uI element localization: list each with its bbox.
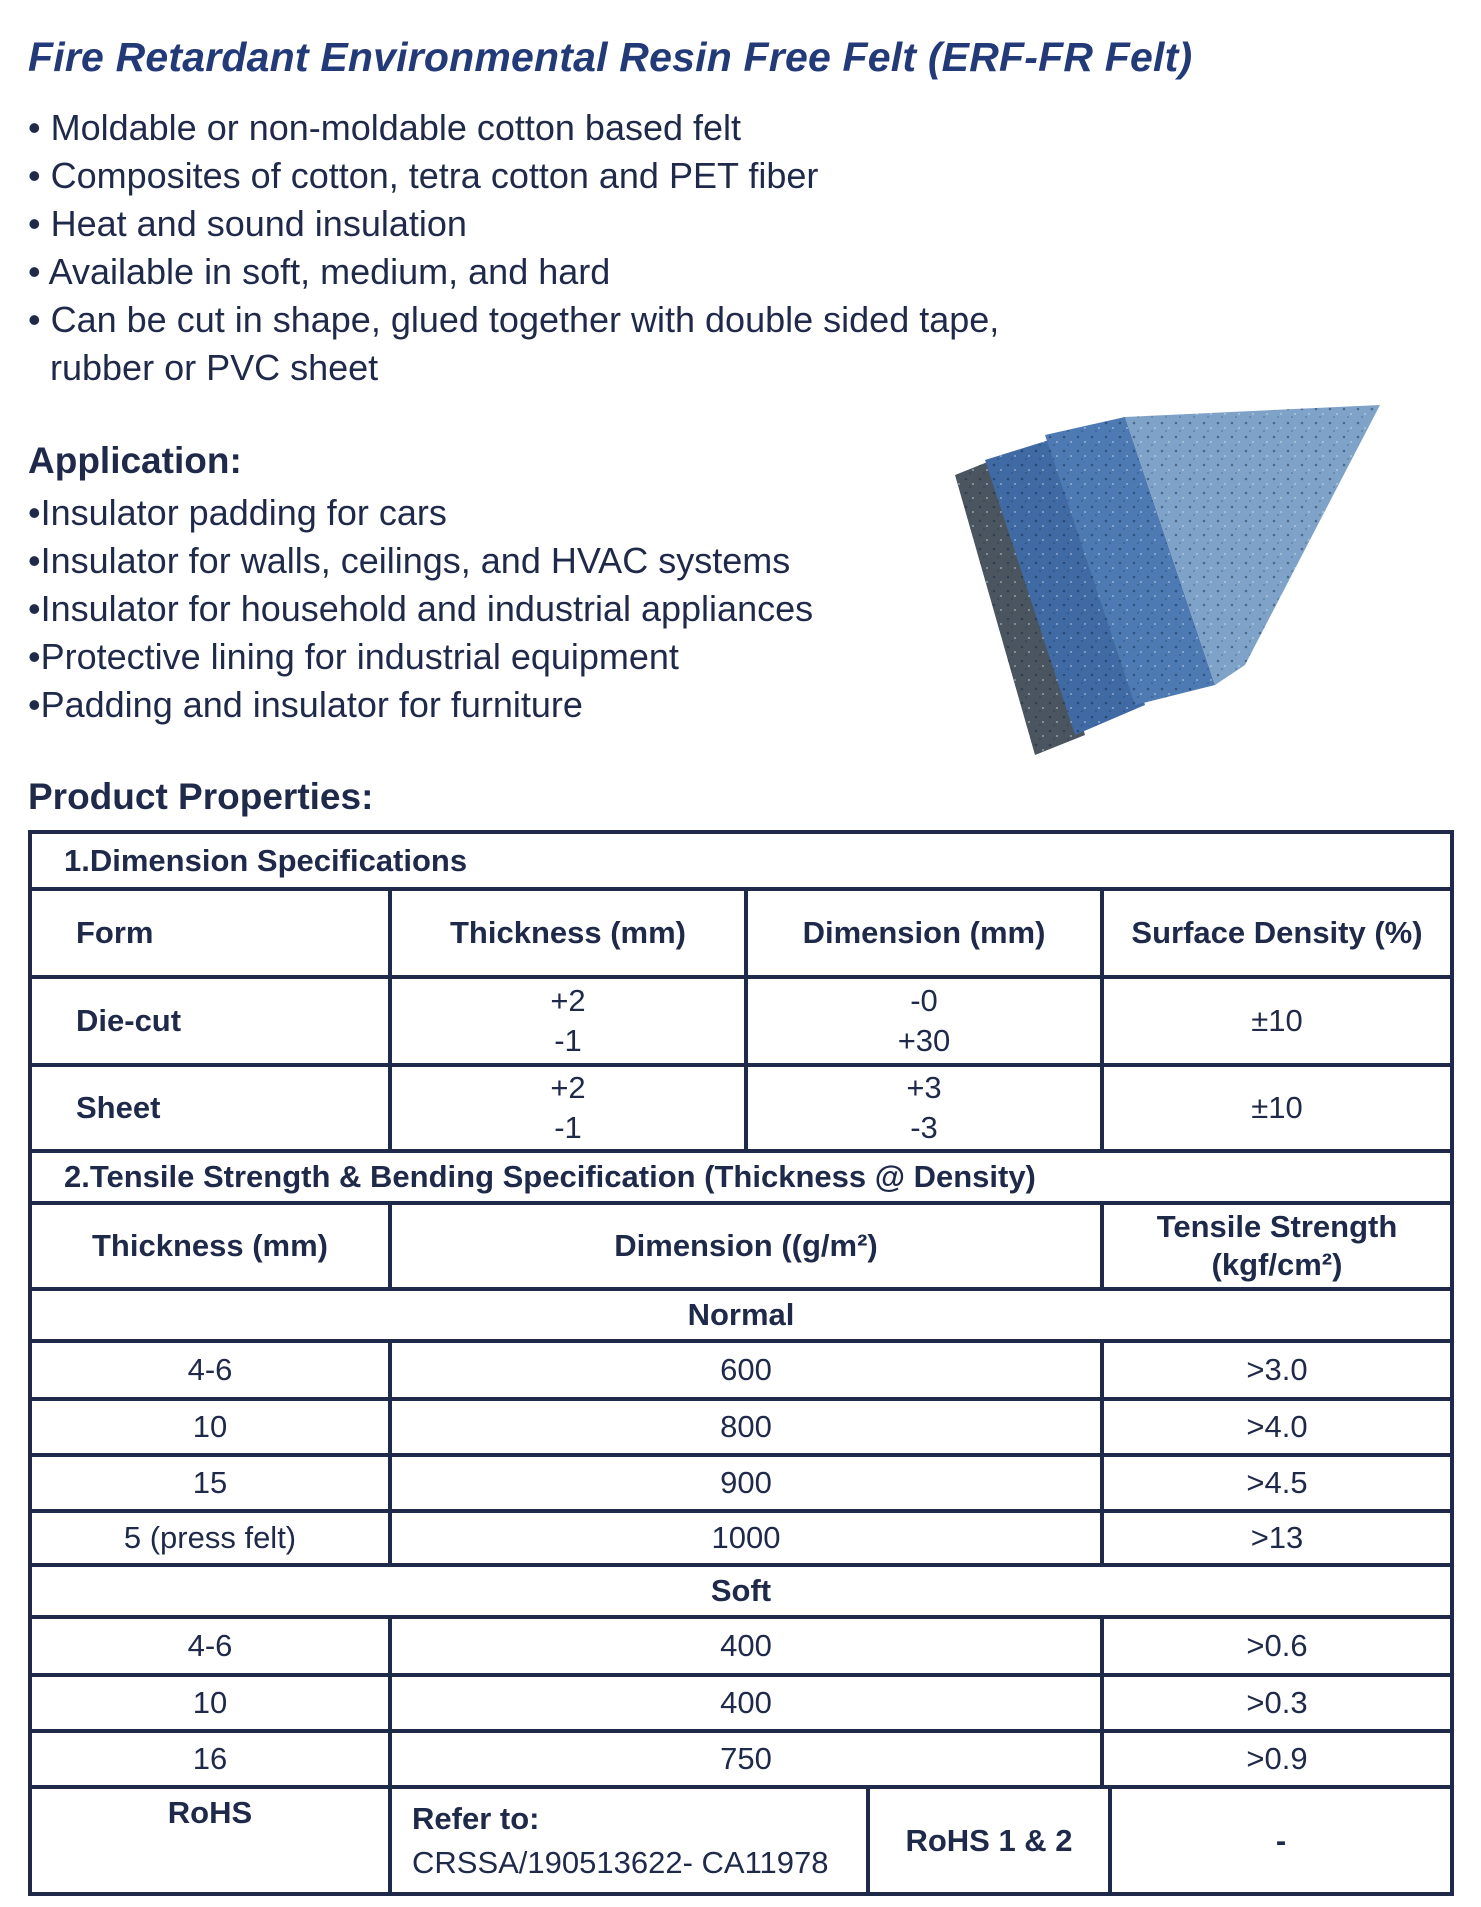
table-row [32,1457,1450,1513]
feature-item: • Heat and sound insulation [28,203,467,244]
table-row [32,1733,1450,1789]
column-header: Dimension (mm) [744,891,1100,975]
feature-item-continuation: rubber or PVC sheet [50,347,379,388]
tolerance-value: -0 [910,983,938,1018]
tensile-cell: >0.9 [1100,1733,1450,1785]
page-title: Fire Retardant Environmental Resin Free Felt (ERF-FR Felt) [28,34,1193,80]
tolerance-minus: -1 [554,1110,582,1145]
tolerance-plus: +2 [550,1070,586,1105]
thickness-cell: 4-6 [187,1352,233,1387]
table-row [32,1513,1450,1567]
thickness-cell: 10 [192,1685,228,1720]
feature-item: • Available in soft, medium, and hard [28,251,611,292]
tolerance-value: +3 [906,1070,942,1105]
rohs-label: RoHS [167,1795,253,1830]
tensile-cell: >3.0 [1100,1343,1450,1397]
thickness-cell: 5 (press felt) [123,1520,297,1555]
table-row [32,979,1450,1067]
group-label: Normal [687,1297,795,1332]
application-item: •Protective lining for industrial equipment [28,636,679,677]
table-header-row [32,891,1450,979]
density-cell: ±10 [1100,1067,1450,1149]
density-cell: ±10 [1100,979,1450,1063]
section-title: 2.Tensile Strength & Bending Specification (Thickness @ Density) [64,1159,1036,1194]
column-header: Thickness (mm) [388,891,744,975]
refer-value: CRSSA/190513622- CA11978 [412,1844,829,1880]
table-row [32,1619,1450,1677]
tensile-cell: >4.0 [1100,1401,1450,1453]
table-row [32,1677,1450,1733]
section-title: 1.Dimension Specifications [64,842,468,878]
column-header: Form [76,915,154,950]
dimension-cell [744,1067,1100,1149]
dimension-cell: 900 [388,1457,1100,1509]
tolerance-value: +30 [897,1023,951,1058]
dimension-cell: 400 [388,1619,1100,1673]
section-title-row [32,1153,1450,1205]
rohs-result: - [1108,1789,1450,1892]
tensile-cell: >4.5 [1100,1457,1450,1509]
dimension-cell: 400 [388,1677,1100,1729]
form-cell: Die-cut [76,1003,182,1038]
tensile-cell: >13 [1100,1513,1450,1563]
application-list [28,489,813,729]
felt-sheets-image [935,405,1385,775]
dimension-cell: 600 [388,1343,1100,1397]
properties-table [28,830,1454,1896]
dimension-cell: 800 [388,1401,1100,1453]
tolerance-plus: +2 [550,983,586,1018]
thickness-cell [388,1067,744,1149]
tensile-cell: >0.6 [1100,1619,1450,1673]
column-header: Dimension ((g/m²) [388,1205,1100,1287]
feature-item: • Can be cut in shape, glued together with double sided tape, [28,299,1000,340]
dimension-cell: 750 [388,1733,1100,1785]
feature-item: • Composites of cotton, tetra cotton and PET fiber [28,155,819,196]
column-header: Surface Density (%) [1100,891,1450,975]
column-header-line: (kgf/cm²) [1211,1247,1343,1282]
tolerance-minus: -1 [554,1023,582,1058]
column-header: Thickness (mm) [91,1228,328,1263]
table-header-row [32,1205,1450,1291]
table-row [32,1067,1450,1153]
column-header-line: Tensile Strength [1156,1209,1398,1244]
application-item: •Insulator for walls, ceilings, and HVAC systems [28,540,791,581]
group-label-row [32,1291,1450,1343]
application-item: •Padding and insulator for furniture [28,684,583,725]
group-label-row [32,1567,1450,1619]
thickness-cell: 15 [192,1465,228,1500]
tensile-cell: >0.3 [1100,1677,1450,1729]
product-properties-heading: Product Properties: [28,776,374,817]
application-item: •Insulator for household and industrial appliances [28,588,814,629]
rohs-reference-cell [388,1789,866,1892]
table-row [32,1343,1450,1401]
dimension-cell: 1000 [388,1513,1100,1563]
table-row [32,1401,1450,1457]
rohs-standard: RoHS 1 & 2 [866,1789,1108,1892]
thickness-cell: 10 [192,1409,228,1444]
thickness-cell: 4-6 [187,1628,233,1663]
refer-label: Refer to: [412,1800,540,1836]
application-item: •Insulator padding for cars [28,492,447,533]
thickness-cell: 16 [192,1741,228,1776]
feature-list [28,104,999,392]
rohs-row [32,1789,1450,1892]
section-title-row [32,834,1450,891]
column-header [1100,1205,1450,1287]
form-cell: Sheet [76,1090,161,1125]
feature-item: • Moldable or non-moldable cotton based felt [28,107,742,148]
tolerance-value: -3 [910,1110,938,1145]
application-heading: Application: [28,440,242,481]
dimension-cell [744,979,1100,1063]
thickness-cell [388,979,744,1063]
group-label: Soft [710,1573,772,1608]
